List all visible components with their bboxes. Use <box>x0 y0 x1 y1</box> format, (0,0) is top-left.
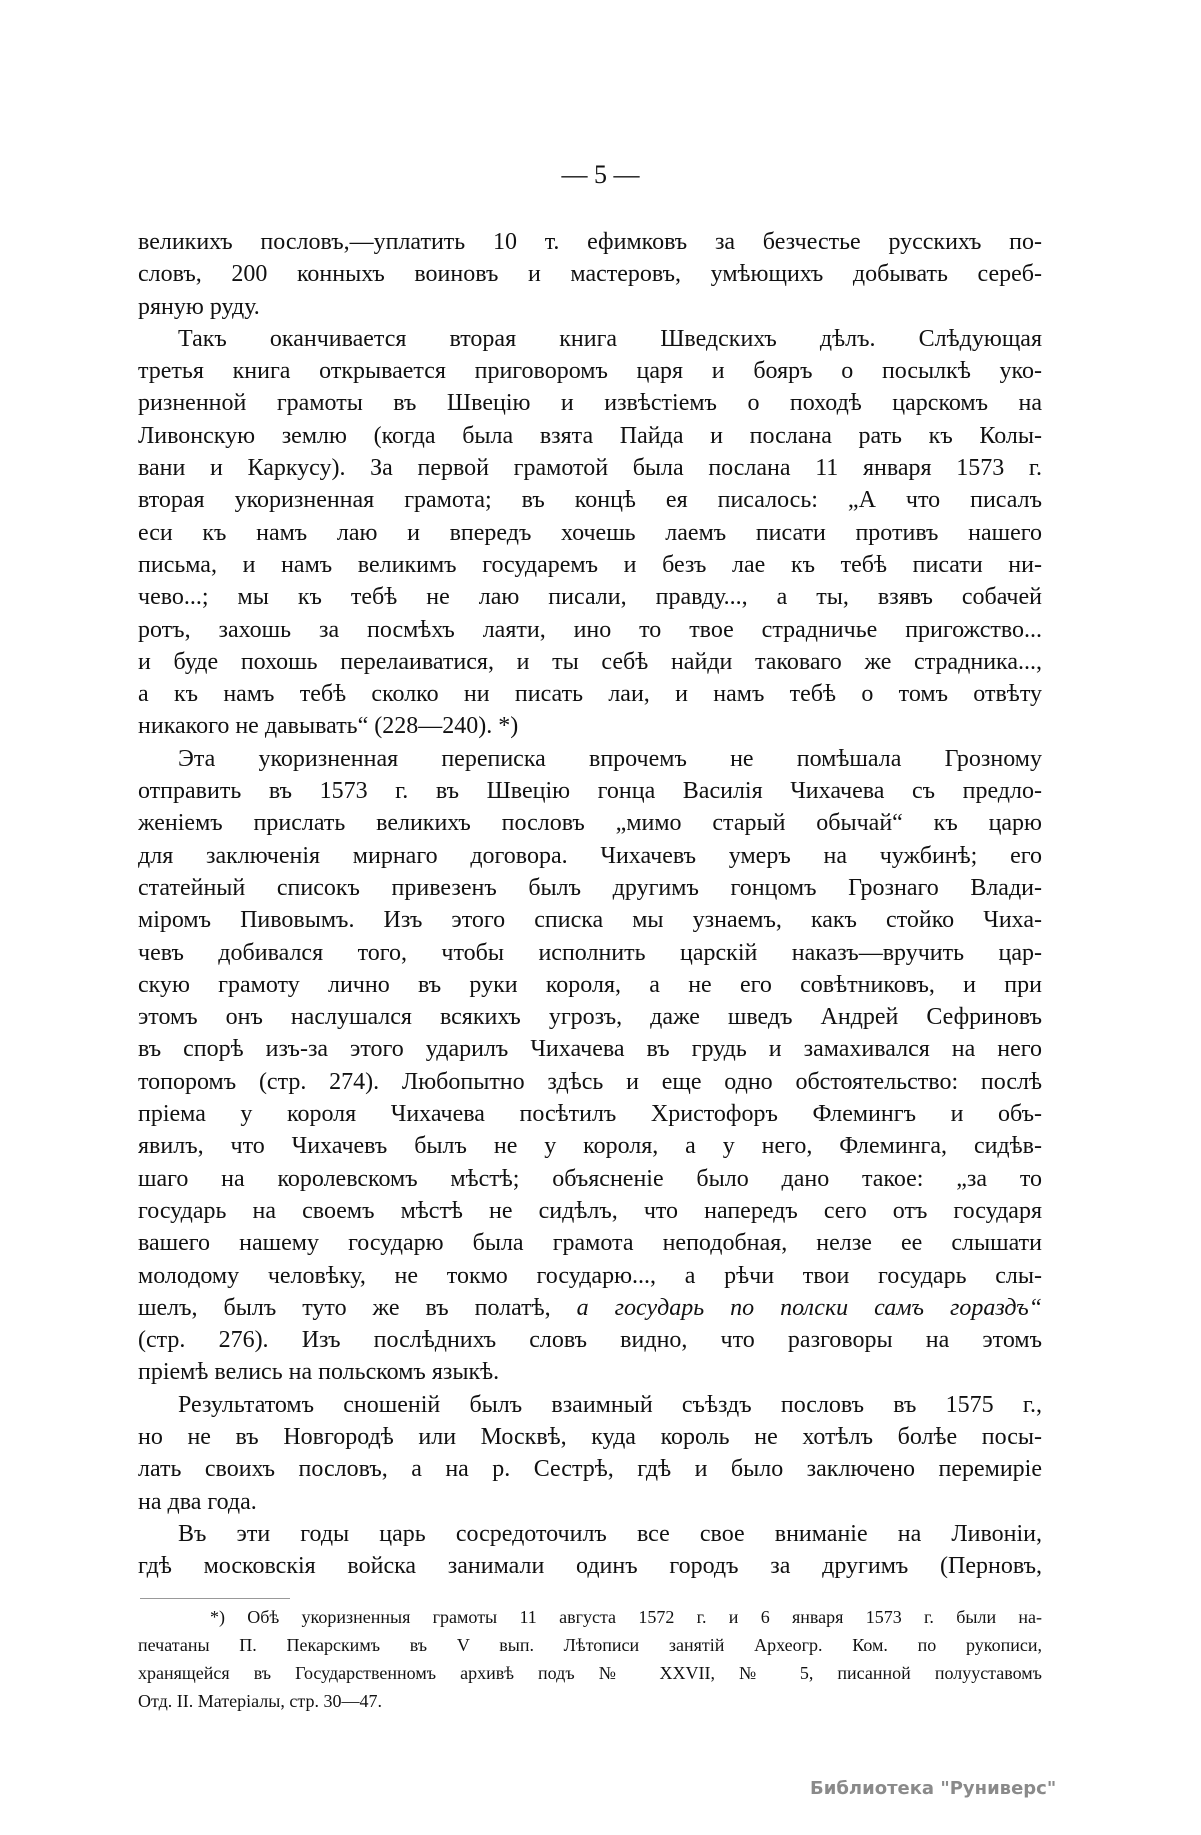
italic-quote: а государь по полски самъ гораздъ“ <box>576 1294 1042 1321</box>
text-line-text: отправить въ 1573 г. въ Швецію гонца Василія Чихачева съ предло- <box>138 778 1042 805</box>
text-line <box>138 1195 1042 1227</box>
text-line-text: въ спорѣ изъ-за этого ударилъ Чихачева въ грудь и замахивался на него <box>138 1036 1042 1063</box>
text-line <box>138 840 1042 872</box>
text-line-text: лать своихъ пословъ, а на р. Сестрѣ, гдѣ и было заключено перемиріе <box>138 1456 1042 1483</box>
text-line-text: для заключенія мирнаго договора. Чихачевъ умеръ на чужбинѣ; его <box>138 842 1042 869</box>
text-line <box>138 678 1042 710</box>
text-line <box>138 614 1042 646</box>
text-line <box>138 549 1042 581</box>
text-line-text: но не въ Новгородѣ или Москвѣ, куда король не хотѣлъ болѣе посы- <box>138 1423 1042 1450</box>
text-line <box>138 1453 1042 1485</box>
text-line <box>138 484 1042 516</box>
text-line <box>138 291 1042 323</box>
footnote-line <box>138 1631 1042 1659</box>
text-line-text: Въ эти годы царь сосредоточилъ все свое вниманіе на Ливоніи, <box>178 1520 1042 1547</box>
text-line <box>138 1098 1042 1130</box>
footnote-line <box>138 1687 1042 1715</box>
text-line <box>138 387 1042 419</box>
text-line <box>138 1033 1042 1065</box>
text-line-text: скую грамоту лично въ руки короля, а не его совѣтниковъ, и при <box>138 971 1042 998</box>
text-line <box>138 646 1042 678</box>
text-line <box>138 904 1042 936</box>
text-line-text: Ливонскую землю (когда была взята Пайда и послана рать къ Колы- <box>138 422 1042 449</box>
footnote <box>138 1603 1042 1715</box>
text-line-text: великихъ пословъ,—уплатить 10 т. ефимковъ за безчестье русскихъ по- <box>138 229 1042 255</box>
body-text <box>138 226 1042 1582</box>
text-line <box>138 872 1042 904</box>
text-line <box>138 1260 1042 1292</box>
text-line <box>138 1518 1042 1550</box>
text-line <box>138 420 1042 452</box>
text-line-text: а къ намъ тебѣ сколко ни писать лаи, и намъ тебѣ о томъ отвѣту <box>138 681 1042 708</box>
text-line-text: вторая укоризненная грамота; въ концѣ ея писалось: „А что писалъ <box>138 487 1042 514</box>
text-line <box>138 1292 1042 1324</box>
footnote-line-text: печатаны П. Пекарскимъ въ V вып. Лѣтописи занятій Археогр. Ком. по рукописи, <box>138 1635 1042 1655</box>
text-line <box>138 323 1042 355</box>
page-number: — 5 — <box>561 160 640 189</box>
text-line-text: міромъ Пивовымъ. Изъ этого списка мы узнаемъ, какъ стойко Чиха- <box>138 907 1042 934</box>
text-line-text: женіемъ прислать великихъ пословъ „мимо старый обычай“ къ царю <box>138 810 1042 837</box>
text-line <box>138 1324 1042 1356</box>
text-line <box>138 1001 1042 1033</box>
text-line-text: этомъ онъ наслушался всякихъ угрозъ, даже шведъ Андрей Сефриновъ <box>138 1004 1042 1031</box>
text-line-text: государь на своемъ мѣстѣ не сидѣлъ, что напередъ сего отъ государя <box>138 1197 1042 1224</box>
text-line-text: пріемѣ велись на польскомъ языкѣ. <box>138 1359 500 1386</box>
text-line <box>138 355 1042 387</box>
text-line <box>138 517 1042 549</box>
text-line <box>138 937 1042 969</box>
text-line <box>138 258 1042 290</box>
text-line <box>138 1066 1042 1098</box>
text-line-text: на два года. <box>138 1488 257 1515</box>
text-line <box>138 969 1042 1001</box>
text-line-text: еси къ намъ лаю и впередъ хочешь лаемъ писати противъ нашего <box>138 519 1042 546</box>
text-line-text: статейный списокъ привезенъ былъ другимъ гонцомъ Грознаго Влади- <box>138 874 1042 901</box>
text-line <box>138 226 1042 258</box>
text-line-text: вашего нашему государю была грамота неподобная, нелзе ее слышати <box>138 1230 1042 1257</box>
text-line-text: топоромъ (стр. 274). Любопытно здѣсь и еще одно обстоятельство: послѣ <box>138 1068 1042 1095</box>
footnote-line <box>138 1603 1042 1631</box>
text-line-text: Эта укоризненная переписка впрочемъ не помѣшала Грозному <box>178 745 1042 772</box>
text-line <box>138 1130 1042 1162</box>
text-line-text: вани и Каркусу). За первой грамотой была послана 11 января 1573 г. <box>138 455 1042 482</box>
text-line-text: и буде похошь перелаиватися, и ты себѣ найди таковаго же страдника..., <box>138 648 1042 675</box>
footnote-line <box>138 1659 1042 1687</box>
text-line-text: явилъ, что Чихачевъ былъ не у короля, а у него, Флеминга, сидѣв- <box>138 1133 1042 1160</box>
text-line-text: ротъ, захошь за посмѣхъ лаяти, ино то твое страдничье пригожство... <box>138 616 1042 643</box>
footnote-line-text: *) Обѣ укоризненныя грамоты 11 августа 1572 г. и 6 января 1573 г. были на- <box>210 1607 1042 1627</box>
text-line-text: третья книга открывается приговоромъ царя и бояръ о посылкѣ уко- <box>138 358 1042 385</box>
text-line-text: молодому человѣку, не токмо государю..., а рѣчи твои государь слы- <box>138 1262 1042 1289</box>
text-line-text: (стр. 276). Изъ послѣднихъ словъ видно, что разговоры на этомъ <box>138 1327 1042 1354</box>
text-line-text: шелъ, былъ туто же въ полатѣ, <box>138 1294 577 1321</box>
text-line <box>138 775 1042 807</box>
text-line-text: пріема у короля Чихачева посѣтилъ Христофоръ Флемингъ и объ- <box>138 1101 1042 1128</box>
text-line-text: никакого не давывать“ (228—240). *) <box>138 713 519 740</box>
text-line <box>138 581 1042 613</box>
text-line-text: шаго на королевскомъ мѣстѣ; объясненіе было дано такое: „за то <box>138 1165 1042 1192</box>
text-line-text: чевъ добивался того, чтобы исполнить царскій наказъ—вручить цар- <box>138 939 1042 966</box>
text-line <box>138 807 1042 839</box>
text-line <box>138 1389 1042 1421</box>
text-line <box>138 1486 1042 1518</box>
footnote-line-text: хранящейся въ Государственномъ архивѣ подъ № XXVII, № 5, писанной полууставомъ <box>138 1663 1042 1683</box>
text-line <box>138 452 1042 484</box>
text-line-text: Такъ оканчивается вторая книга Шведскихъ дѣлъ. Слѣдующая <box>178 325 1042 352</box>
text-line <box>138 1421 1042 1453</box>
text-line <box>138 1356 1042 1388</box>
text-line <box>138 1227 1042 1259</box>
text-line-text: гдѣ московскія войска занимали одинъ городъ за другимъ (Перновъ, <box>138 1553 1042 1580</box>
text-line <box>138 1550 1042 1582</box>
text-line <box>138 743 1042 775</box>
text-line-text: словъ, 200 конныхъ воиновъ и мастеровъ, умѣющихъ добывать сереб- <box>138 261 1042 288</box>
footnote-line-text: Отд. II. Матеріалы, стр. 30—47. <box>138 1691 382 1711</box>
text-line-text: ряную руду. <box>138 293 260 320</box>
library-watermark: Библиотека "Руниверс" <box>810 1778 1057 1799</box>
text-line-text: ризненной грамоты въ Швецію и извѣстіемъ о походѣ царскомъ на <box>138 390 1042 417</box>
footnote-separator <box>140 1598 290 1599</box>
text-line-text: письма, и намъ великимъ государемъ и безъ лае къ тебѣ писати ни- <box>138 551 1042 578</box>
text-line-text: Результатомъ сношеній былъ взаимный съѣздъ пословъ въ 1575 г., <box>178 1391 1042 1418</box>
text-line-text: чево...; мы къ тебѣ не лаю писали, правду..., а ты, взявъ собачей <box>138 584 1042 611</box>
text-line <box>138 1163 1042 1195</box>
text-line <box>138 710 1042 742</box>
